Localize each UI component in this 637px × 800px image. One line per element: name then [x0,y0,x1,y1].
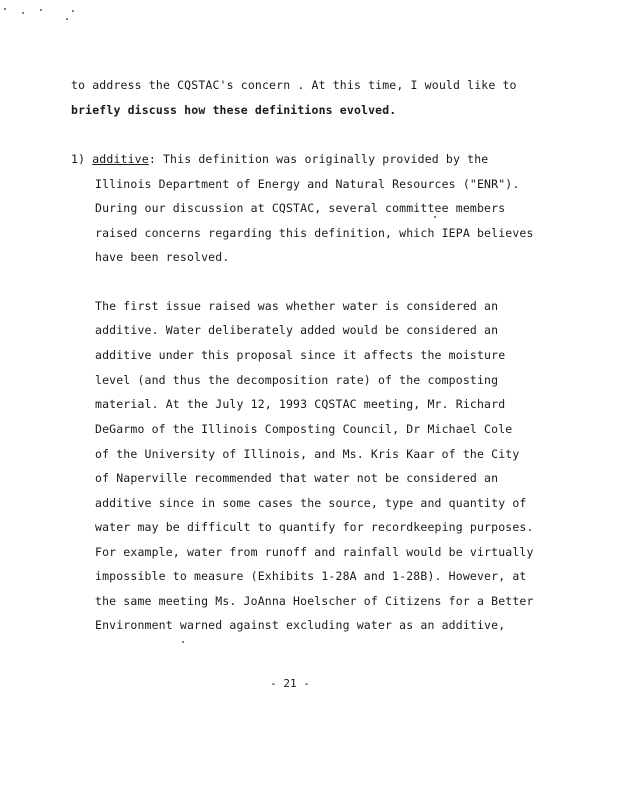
paragraph-line: water may be difficult to quantify for recordkeeping purposes. [95,520,534,534]
paragraph-line: of the University of Illinois, and Ms. Kris Kaar of the City [95,447,520,461]
paragraph-line: Environment warned against excluding water as an additive, [95,618,506,632]
item-first-line-text: This definition was originally provided by the [162,152,489,166]
item-term-punct: : [148,152,156,166]
item-line: have been resolved. [95,250,230,264]
scan-speck [66,18,68,20]
paragraph-line: additive. Water deliberately added would be considered an [95,323,499,337]
paragraph-line: DeGarmo of the Illinois Composting Council, Dr Michael Cole [95,422,513,436]
scan-speck [72,10,74,12]
paragraph-line: The first issue raised was whether water is considered an [95,299,499,313]
item-term: additive [92,152,149,166]
paragraph-line: additive under this proposal since it affects the moisture [95,348,506,362]
scan-speck [40,9,42,11]
scan-speck [22,12,24,14]
paragraph-line: For example, water from runoff and rainfall would be virtually [95,545,534,559]
item-line: Illinois Department of Energy and Natural Resources ("ENR"). [95,177,520,191]
item-line: raised concerns regarding this definition, which IEPA believes [95,226,534,240]
item-first-line [71,151,488,167]
item-line: During our discussion at CQSTAC, several committee members [95,201,506,215]
paragraph-line: the same meeting Ms. JoAnna Hoelscher of Citizens for a Better [95,594,534,608]
intro-line-2: briefly discuss how these definitions evolved. [71,103,397,117]
paragraph-line: material. At the July 12, 1993 CQSTAC meeting, Mr. Richard [95,397,506,411]
paragraph-line: of Naperville recommended that water not be considered an [95,471,499,485]
scan-speck [4,8,6,10]
page-number: - 21 - [270,677,310,690]
paragraph-line: impossible to measure (Exhibits 1-28A and 1-28B). However, at [95,569,527,583]
intro-line-1: to address the CQSTAC's concern . At this time, I would like to [71,78,517,92]
item-marker: 1) [71,152,86,166]
paragraph-line: additive since in some cases the source, type and quantity of [95,496,527,510]
scan-speck [434,216,436,218]
scan-speck [182,641,184,643]
paragraph-line: level (and thus the decomposition rate) of the composting [95,373,499,387]
